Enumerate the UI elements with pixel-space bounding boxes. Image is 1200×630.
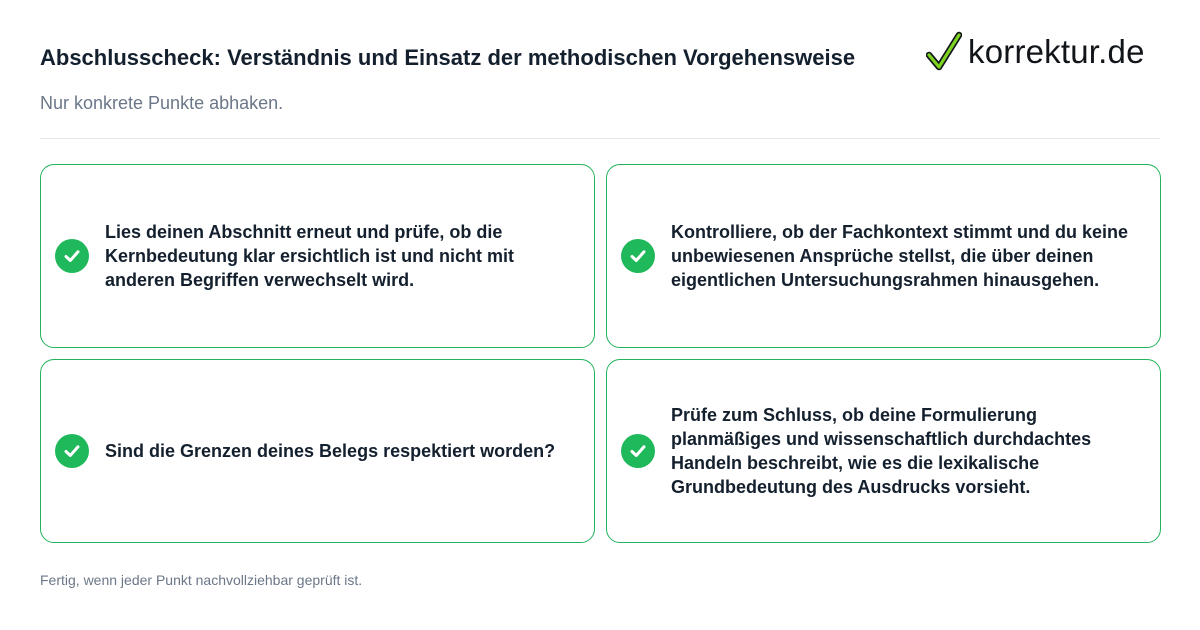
- checklist-item-text: Sind die Grenzen deines Belegs respektiert worden?: [105, 441, 556, 461]
- logo-text: korrektur.de: [968, 33, 1145, 70]
- check-circle-icon: [621, 434, 655, 468]
- page-subtitle: Nur konkrete Punkte abhaken.: [40, 93, 284, 113]
- check-circle-icon: [55, 434, 89, 468]
- checklist-card: [606, 359, 1161, 543]
- header-divider: [40, 138, 1160, 139]
- checkmark-logo-icon: [926, 31, 962, 73]
- checklist-item-text: Kontrolliere, ob der Fachkontext stimmt und du keine unbewiesenen Ansprüche stellst, die über deinen eigentlichen Untersuchungsrahmen hinausgehen.: [671, 222, 1129, 290]
- footer-note: Fertig, wenn jeder Punkt nachvollziehbar geprüft ist.: [40, 572, 363, 588]
- check-circle-icon: [55, 239, 89, 273]
- brand-logo[interactable]: [926, 30, 1145, 74]
- checklist-item-text: Lies deinen Abschnitt erneut und prüfe, ob die Kernbedeutung klar ersichtlich ist und nicht mit anderen Begriffen verwechselt wird.: [105, 222, 515, 290]
- checklist-card: [40, 164, 595, 348]
- check-circle-icon: [621, 239, 655, 273]
- checklist-card: [606, 164, 1161, 348]
- page-title: Abschlusscheck: Verständnis und Einsatz der methodischen Vorgehensweise: [40, 45, 856, 70]
- checklist-grid: [40, 164, 1161, 543]
- checklist-item-text: Prüfe zum Schluss, ob deine Formulierung planmäßiges und wissenschaftlich durchdachtes Handeln beschreibt, wie es die lexikalische Grundbedeutung des Ausdrucks vorsieht.: [671, 405, 1092, 497]
- checklist-card: [40, 359, 595, 543]
